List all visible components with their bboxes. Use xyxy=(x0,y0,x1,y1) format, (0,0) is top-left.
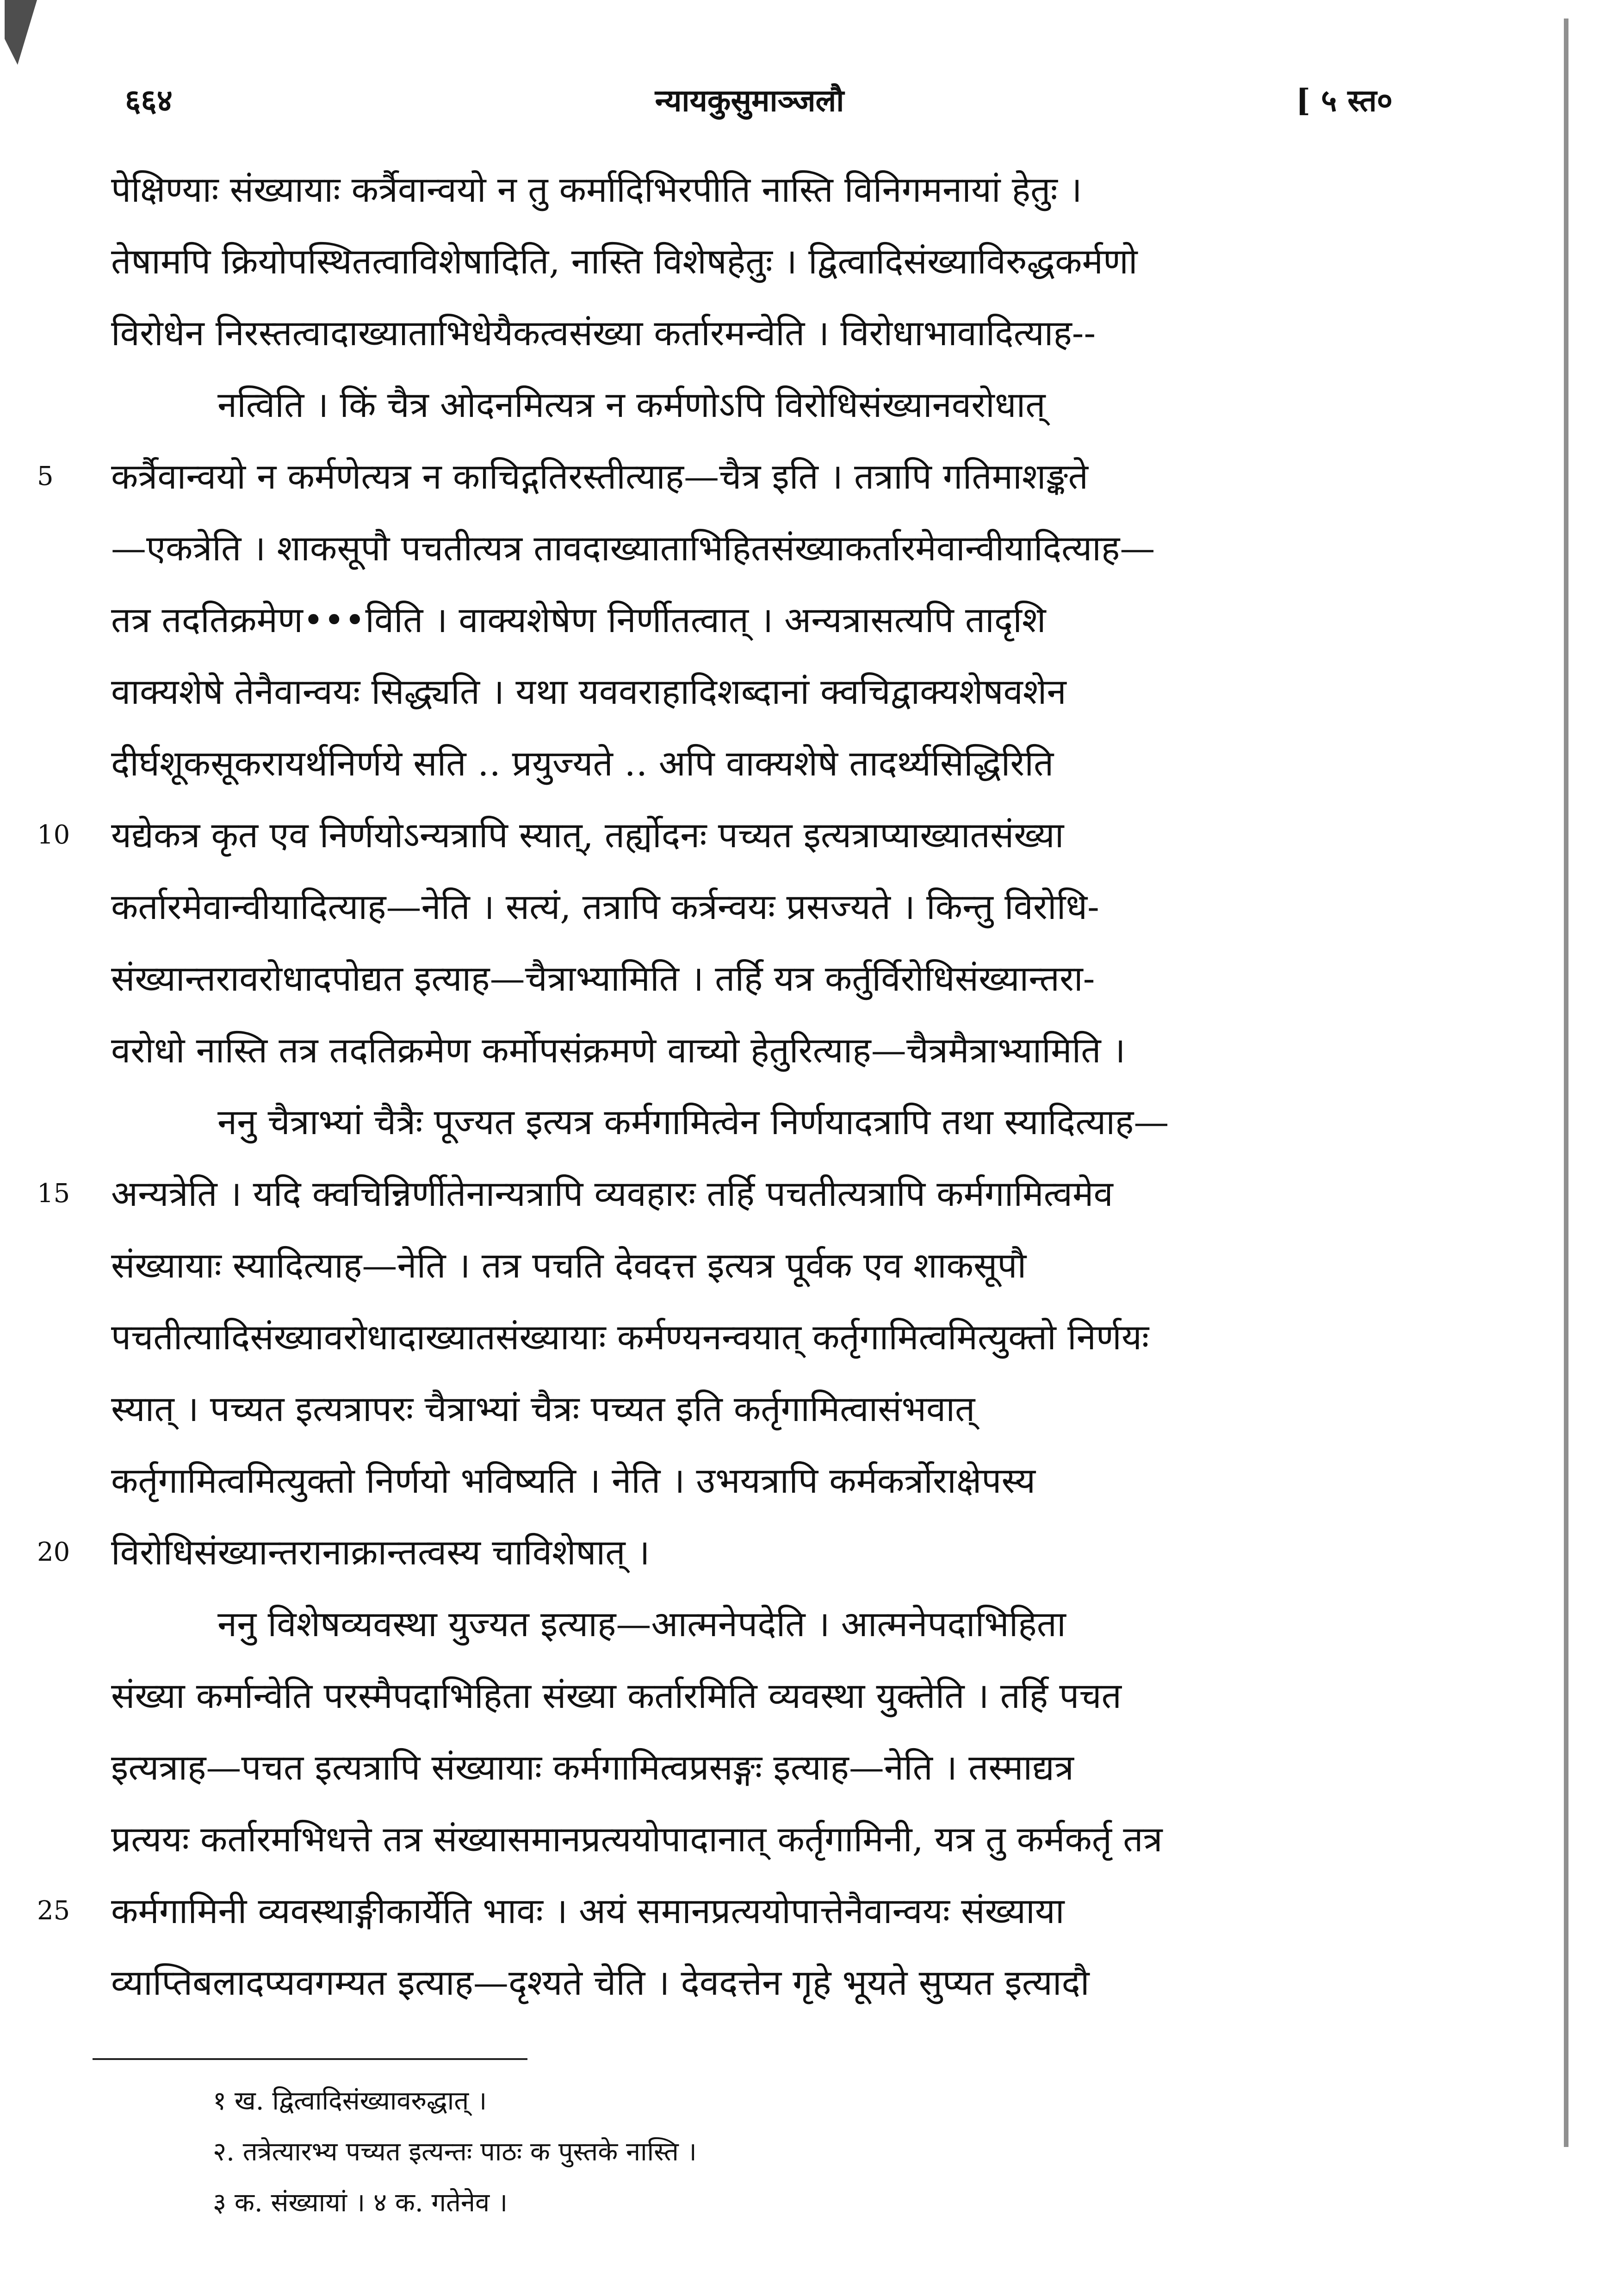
text-line: वाक्यशेषे तेनैवान्वयः सिद्ध्यति । यथा यववराहादिशब्दानां क्वचिद्वाक्यशेषवशेन xyxy=(111,671,1066,712)
text-line: तत्र तदतिक्रमेण•••विति । वाक्यशेषेण निर्णीतत्वात् । अन्यत्रासत्यपि तादृशि xyxy=(111,599,1046,640)
running-title: न्यायकुसुमाञ्जलौ xyxy=(655,82,844,118)
text-line: व्याप्तिबलादप्यवगम्यत इत्याह—दृश्यते चेति । देवदत्तेन गृहे भूयते सुप्यत इत्यादौ xyxy=(111,1962,1090,2003)
line-number: 10 xyxy=(37,820,70,850)
scan-corner-mark xyxy=(5,0,37,65)
text-line: दीर्घशूकसूकरायर्थनिर्णये सति ‥ प्रयुज्यते ‥ अपि वाक्यशेषे तादर्थ्यसिद्धिरिति xyxy=(111,743,1054,784)
text-line: वरोधो नास्ति तत्र तदतिक्रमेण कर्मोपसंक्रमणे वाच्यो हेतुरित्याह—चैत्रमैत्राभ्यामिति । xyxy=(111,1030,1126,1071)
footnote-rule xyxy=(93,2058,527,2060)
text-line: संख्या कर्मान्वेति परस्मैपदाभिहिता संख्या कर्तारमिति व्यवस्था युक्तेति । तर्हि पचत xyxy=(111,1675,1122,1716)
text-line: स्यात् । पच्यत इत्यत्रापरः चैत्राभ्यां चैत्रः पच्यत इति कर्तृगामित्वासंभवात् xyxy=(111,1388,975,1429)
section-marker: [ ५ स्त० xyxy=(1295,82,1393,118)
text-line: विरोधिसंख्यान्तरानाक्रान्तत्वस्य चाविशेषात् । xyxy=(111,1532,650,1573)
page-edge-shadow xyxy=(1564,19,1568,2147)
text-line: पचतीत्यादिसंख्यावरोधादाख्यातसंख्यायाः कर्मण्यनन्वयात् कर्तृगामित्वमित्युक्तो निर्णयः xyxy=(111,1316,1149,1358)
footnote: २. तत्रेत्यारभ्य पच्यत इत्यन्तः पाठः क पुस्तके नास्ति । xyxy=(213,2137,697,2167)
text-line: नत्विति । किं चैत्र ओदनमित्यत्र न कर्मणोऽपि विरोधिसंख्यानवरोधात् xyxy=(217,384,1046,425)
text-line: संख्यायाः स्यादित्याह—नेति । तत्र पचति देवदत्त इत्यत्र पूर्वक एव शाकसूपौ xyxy=(111,1245,1027,1286)
line-number: 15 xyxy=(37,1179,70,1209)
text-line: पेक्षिण्याः संख्यायाः कर्त्रैवान्वयो न तु कर्मादिभिरपीति नास्ति विनिगमनायां हेतुः । xyxy=(111,169,1082,210)
text-line: अन्यत्रेति । यदि क्वचिन्निर्णीतेनान्यत्रापि व्यवहारः तर्हि पचतीत्यत्रापि कर्मगामित्वमेव xyxy=(111,1173,1113,1214)
line-number: 20 xyxy=(37,1537,70,1567)
text-line: कर्तृगामित्वमित्युक्तो निर्णयो भविष्यति । नेति । उभयत्रापि कर्मकर्त्रोराक्षेपस्य xyxy=(111,1460,1036,1501)
text-line: ननु चैत्राभ्यां चैत्रैः पूज्यत इत्यत्र कर्मगामित्वेन निर्णयादत्रापि तथा स्यादित्याह— xyxy=(217,1101,1169,1142)
running-header xyxy=(106,69,1393,125)
footnote: ३ क. संख्यायां । ४ क. गतेनेव । xyxy=(213,2188,508,2218)
page-number: ६६४ xyxy=(125,82,173,118)
text-line: तेषामपि क्रियोपस्थितत्वाविशेषादिति, नास्ति विशेषहेतुः । द्वित्वादिसंख्याविरुद्धकर्मणो xyxy=(111,241,1138,282)
text-line: विरोधेन निरस्तत्वादाख्याताभिधेयैकत्वसंख्या कर्तारमन्वेति । विरोधाभावादित्याह-- xyxy=(111,312,1096,354)
text-line: प्रत्ययः कर्तारमभिधत्ते तत्र संख्यासमानप्रत्ययोपादानात् कर्तृगामिनी, यत्र तु कर्मकर्तृ तत्र xyxy=(111,1818,1163,1860)
text-line: संख्यान्तरावरोधादपोद्यत इत्याह—चैत्राभ्यामिति । तर्हि यत्र कर्तुर्विरोधिसंख्यान्तरा- xyxy=(111,958,1095,999)
footnote: १ ख. द्वित्वादिसंख्यावरुद्धात् । xyxy=(213,2086,487,2116)
text-line: कर्तारमेवान्वीयादित्याह—नेति । सत्यं, तत्रापि कर्त्रन्वयः प्रसज्यते । किन्तु विरोधि- xyxy=(111,886,1099,927)
line-number: 25 xyxy=(37,1896,70,1926)
text-line: कर्मगामिनी व्यवस्थाङ्गीकार्येति भावः । अयं समानप्रत्ययोपात्तेनैवान्वयः संख्याया xyxy=(111,1890,1065,1931)
text-line: इत्यत्राह—पचत इत्यत्रापि संख्यायाः कर्मगामित्वप्रसङ्गः इत्याह—नेति । तस्माद्यत्र xyxy=(111,1747,1074,1788)
text-line: —एकत्रेति । शाकसूपौ पचतीत्यत्र तावदाख्याताभिहितसंख्याकर्तारमेवान्वीयादित्याह— xyxy=(111,527,1155,569)
text-line: यद्येकत्र कृत एव निर्णयोऽन्यत्रापि स्यात्, तर्ह्योदनः पच्यत इत्यत्राप्याख्यातसंख्या xyxy=(111,814,1064,856)
text-line: ननु विशेषव्यवस्था युज्यत इत्याह—आत्मनेपदेति । आत्मनेपदाभिहिता xyxy=(217,1603,1066,1644)
text-line: कर्त्रैवान्वयो न कर्मणेत्यत्र न काचिद्गतिरस्तीत्याह—चैत्र इति । तत्रापि गतिमाशङ्कते xyxy=(111,456,1088,497)
line-number: 5 xyxy=(37,461,54,491)
